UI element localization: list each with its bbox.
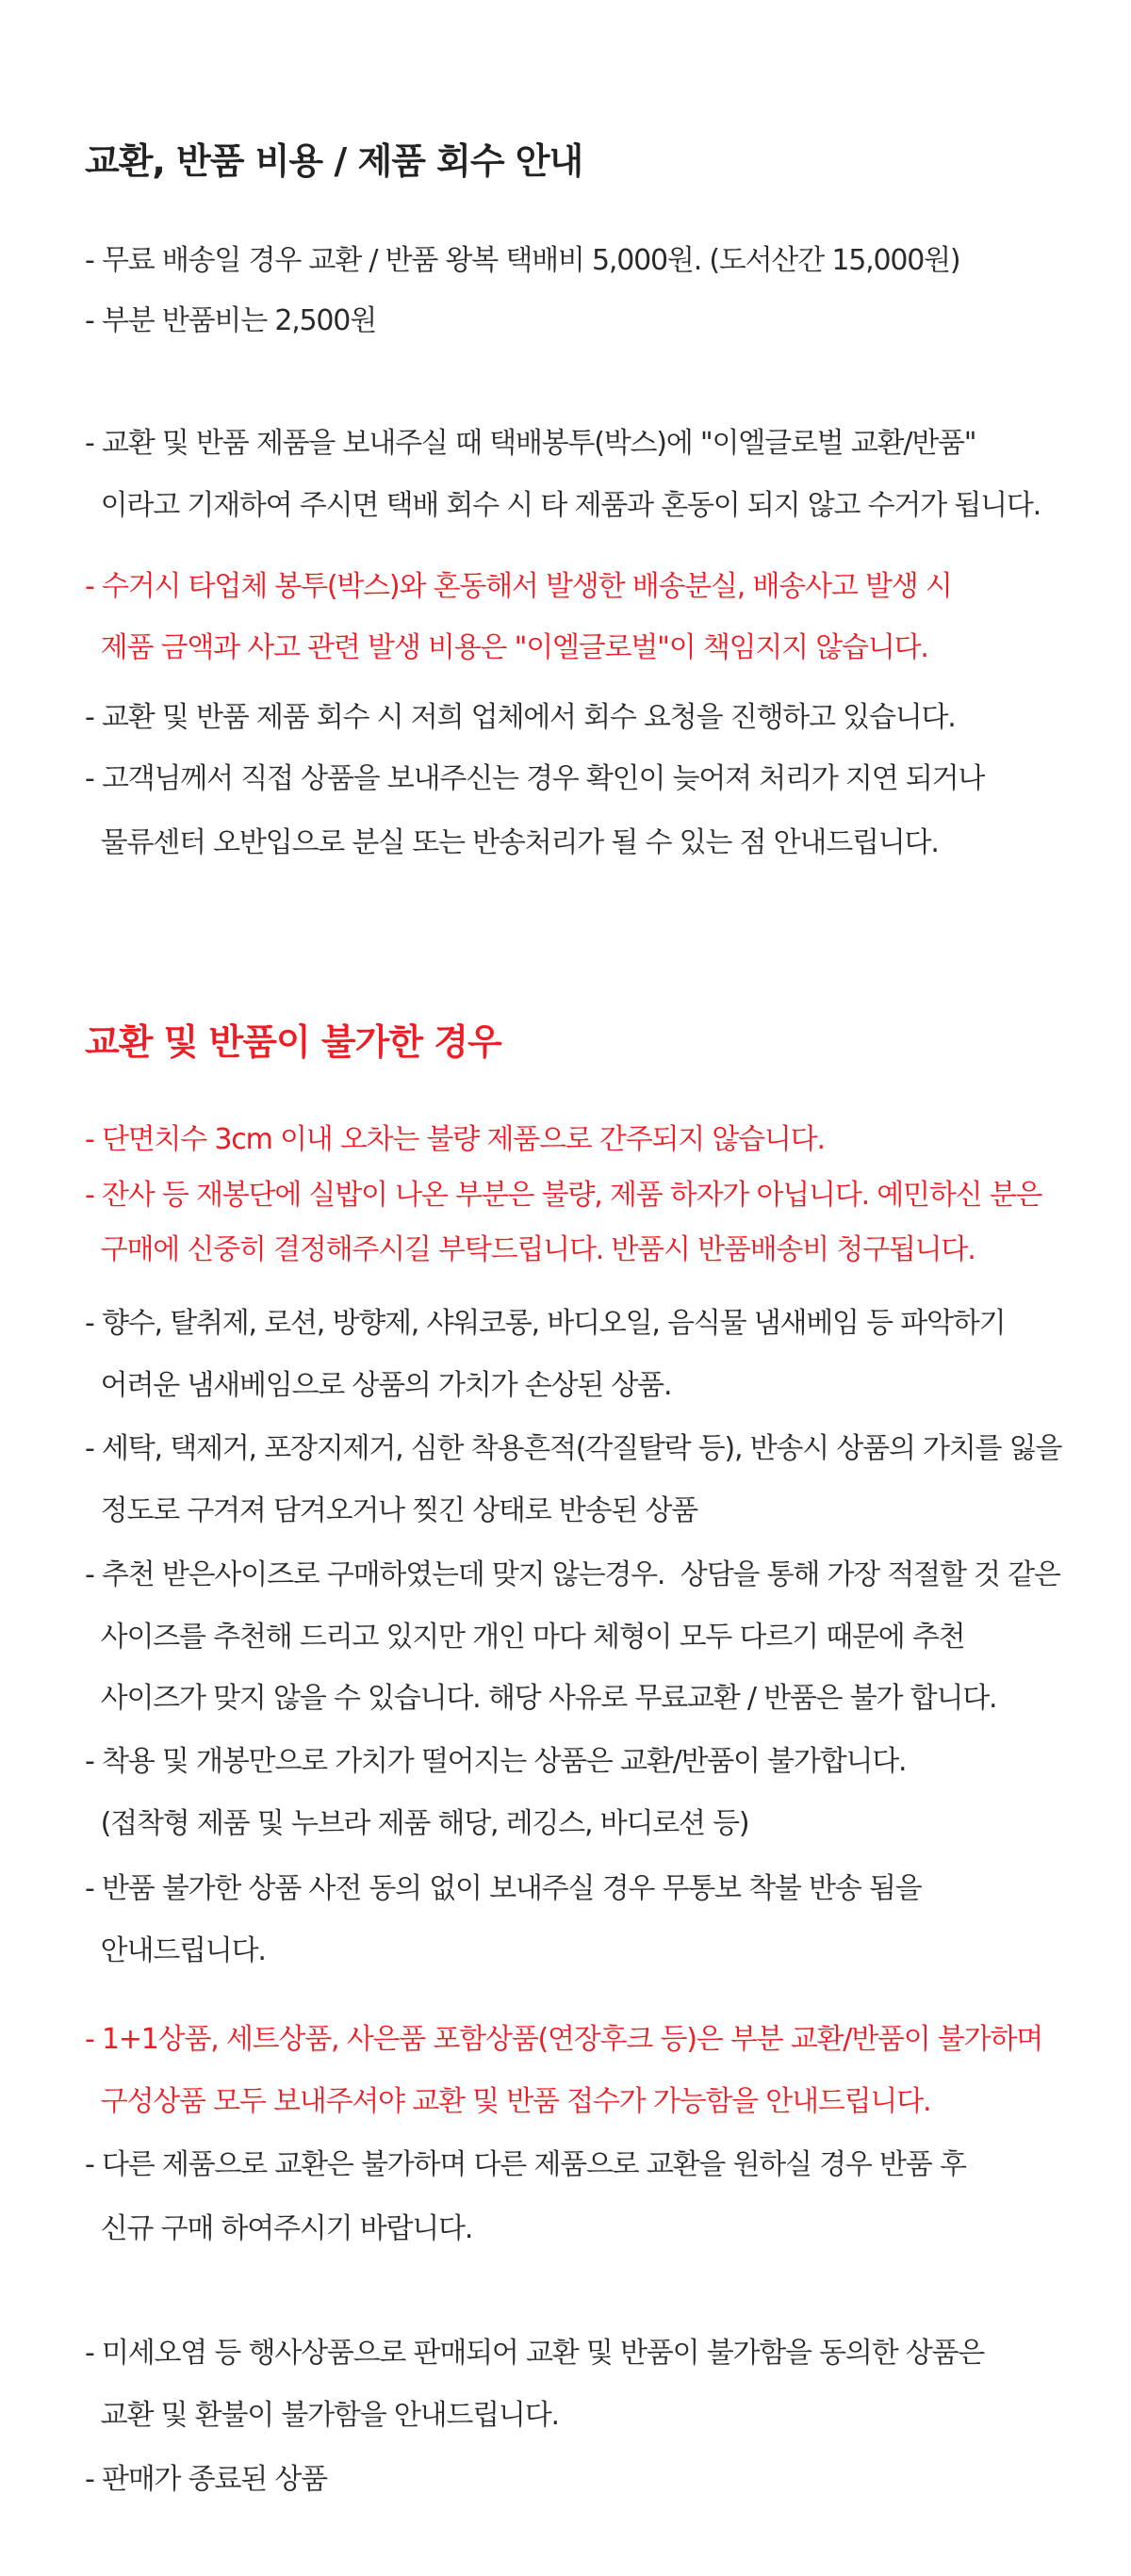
section2-line-4: - 향수, 탈취제, 로션, 방향제, 샤워코롱, 바디오일, 음식물 냄새베임 등 파악하기: [85, 1307, 1006, 1340]
section1-line-8: - 고객님께서 직접 상품을 보내주신는 경우 확인이 늦어져 처리가 지연 되거나: [85, 762, 985, 795]
section1-line-4: 이라고 기재하여 주시면 택배 회수 시 타 제품과 혼동이 되지 않고 수거가 됩니다.: [85, 489, 1041, 522]
section1-line-6: 제품 금액과 사고 관련 발생 비용은 "이엘글로벌"이 책임지지 않습니다.: [85, 631, 928, 664]
section2-line-5: 어려운 냄새베임으로 상품의 가치가 손상된 상품.: [85, 1369, 672, 1402]
section2-line-14: 안내드립니다.: [85, 1934, 266, 1967]
section2-line-17: - 다른 제품으로 교환은 불가하며 다른 제품으로 교환을 원하실 경우 반품 후: [85, 2148, 966, 2181]
section2-line-6: - 세탁, 택제거, 포장지제거, 심한 착용흔적(각질탈락 등), 반송시 상품의 가치를 잃을: [85, 1432, 1062, 1465]
section1-line-2: - 부분 반품비는 2,500원: [85, 304, 376, 337]
section2-line-9: 사이즈를 추천해 드리고 있지만 개인 마다 체형이 모두 다르기 때문에 추천: [85, 1621, 965, 1654]
section2-line-18: 신규 구매 하여주시기 바랍니다.: [85, 2212, 473, 2245]
section2-title: 교환 및 반품이 불가한 경우: [85, 1021, 501, 1063]
section2-line-19: - 미세오염 등 행사상품으로 판매되어 교환 및 반품이 불가함을 동의한 상품은: [85, 2337, 985, 2370]
section1-line-5: - 수거시 타업체 봉투(박스)와 혼동해서 발생한 배송분실, 배송사고 발생 시: [85, 570, 952, 603]
section2-line-3: 구매에 신중히 결정해주시길 부탁드립니다. 반품시 반품배송비 청구됩니다.: [85, 1233, 975, 1266]
section2-line-15: - 1+1상품, 세트상품, 사은품 포함상품(연장후크 등)은 부분 교환/반품이 불가하며: [85, 2023, 1043, 2056]
section2-line-2: - 잔사 등 재봉단에 실밥이 나온 부분은 불량, 제품 하자가 아닙니다. 예민하신 분은: [85, 1179, 1042, 1212]
section1-line-7: - 교환 및 반품 제품 회수 시 저희 업체에서 회수 요청을 진행하고 있습니다.: [85, 701, 956, 734]
section2-line-13: - 반품 불가한 상품 사전 동의 없이 보내주실 경우 무통보 착불 반송 됨을: [85, 1872, 922, 1905]
section2-line-7: 정도로 구겨져 담겨오거나 찢긴 상태로 반송된 상품: [85, 1494, 698, 1527]
section2-line-21: - 판매가 종료된 상품: [85, 2463, 327, 2496]
section1-line-3: - 교환 및 반품 제품을 보내주실 때 택배봉투(박스)에 "이엘글로벌 교환/반품": [85, 427, 976, 460]
section1-line-1: - 무료 배송일 경우 교환 / 반품 왕복 택배비 5,000원. (도서산간 15,000원): [85, 244, 960, 277]
section1-title: 교환, 반품 비용 / 제품 회수 안내: [85, 140, 583, 182]
section2-line-1: - 단면치수 3cm 이내 오차는 불량 제품으로 간주되지 않습니다.: [85, 1123, 825, 1156]
section2-line-11: - 착용 및 개봉만으로 가치가 떨어지는 상품은 교환/반품이 불가합니다.: [85, 1745, 907, 1778]
section2-line-16: 구성상품 모두 보내주셔야 교환 및 반품 접수가 가능함을 안내드립니다.: [85, 2085, 931, 2118]
section2-line-10: 사이즈가 맞지 않을 수 있습니다. 해당 사유로 무료교환 / 반품은 불가 합니다.: [85, 1682, 997, 1715]
section2-line-12: (접착형 제품 및 누브라 제품 해당, 레깅스, 바디로션 등): [85, 1807, 749, 1840]
section2-line-20: 교환 및 환불이 불가함을 안내드립니다.: [85, 2399, 559, 2432]
section2-line-8: - 추천 받은사이즈로 구매하였는데 맞지 않는경우. 상담을 통해 가장 적절할 것 같은: [85, 1558, 1060, 1591]
section1-line-9: 물류센터 오반입으로 분실 또는 반송처리가 될 수 있는 점 안내드립니다.: [85, 826, 939, 859]
